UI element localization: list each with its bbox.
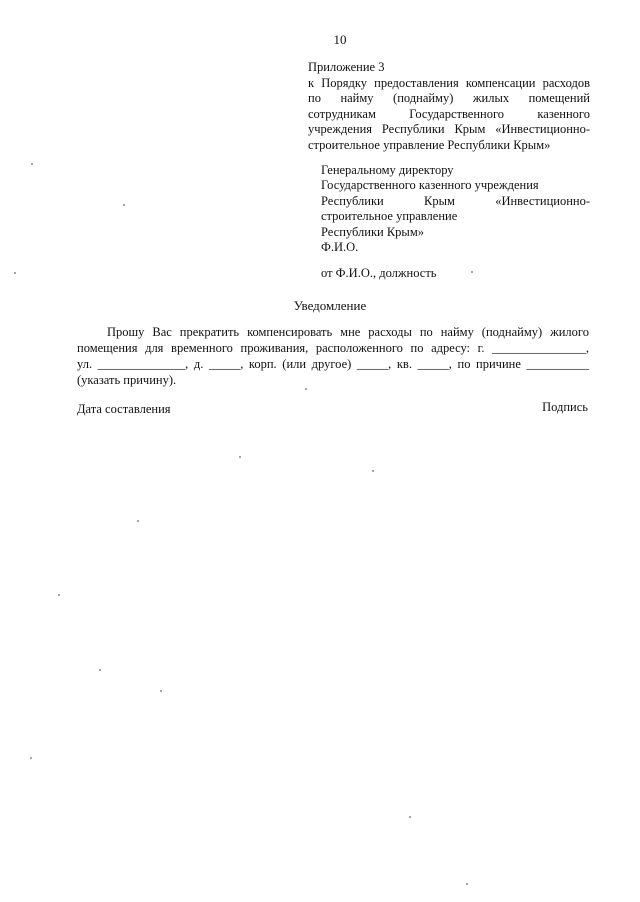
appendix-line: учреждения Республики Крым «Инвестиционно- [308,122,590,137]
body-line: (указать причину). [77,373,177,387]
page-number: 10 [333,32,347,47]
signature-label: Подпись [542,400,588,414]
addressee-block [321,163,590,255]
notice-body [77,324,589,388]
addressee-line: Ф.И.О. [321,240,359,255]
document-title: Уведомление [293,298,367,313]
from-line: от Ф.И.О., должность [321,266,437,280]
scan-speck [305,388,307,390]
scan-speck [137,520,139,522]
addressee-line: Республики Крым «Инвестиционно- [321,193,590,208]
addressee-line: Генеральному директору [321,163,454,177]
appendix-line: к Порядку предоставления компенсации расходов [308,75,590,90]
body-line: ул. ______________, д. _____, корп. (или другое) _____, кв. _____, по причине __________ [77,357,589,371]
scan-speck [99,669,101,671]
appendix-line: по найму (поднайму) жилых помещений [308,91,590,106]
appendix-line: строительное управление Республики Крым» [308,137,551,152]
scan-speck [31,163,33,165]
scan-speck [471,271,473,273]
appendix-title: Приложение 3 [308,60,385,74]
scan-speck [239,456,241,458]
scan-speck [58,594,60,596]
appendix-header [308,60,590,154]
scan-speck [30,757,32,759]
scan-speck [160,690,162,692]
addressee-line: строительное управление [321,209,458,224]
scan-speck [14,272,16,274]
addressee-line: Республики Крым» [321,224,424,239]
addressee-line: Государственного казенного учреждения [321,178,539,193]
scan-speck [372,470,374,472]
scan-speck [466,883,468,885]
appendix-line: сотрудникам Государственного казенного [308,106,590,121]
scan-speck [123,204,125,206]
scan-speck [409,816,411,818]
body-line: помещения для временного проживания, расположенного по адресу: г. _______________, [77,341,589,355]
date-label: Дата составления [77,402,171,416]
body-line: Прошу Вас прекратить компенсировать мне расходы по найму (поднайму) жилого [107,325,589,339]
